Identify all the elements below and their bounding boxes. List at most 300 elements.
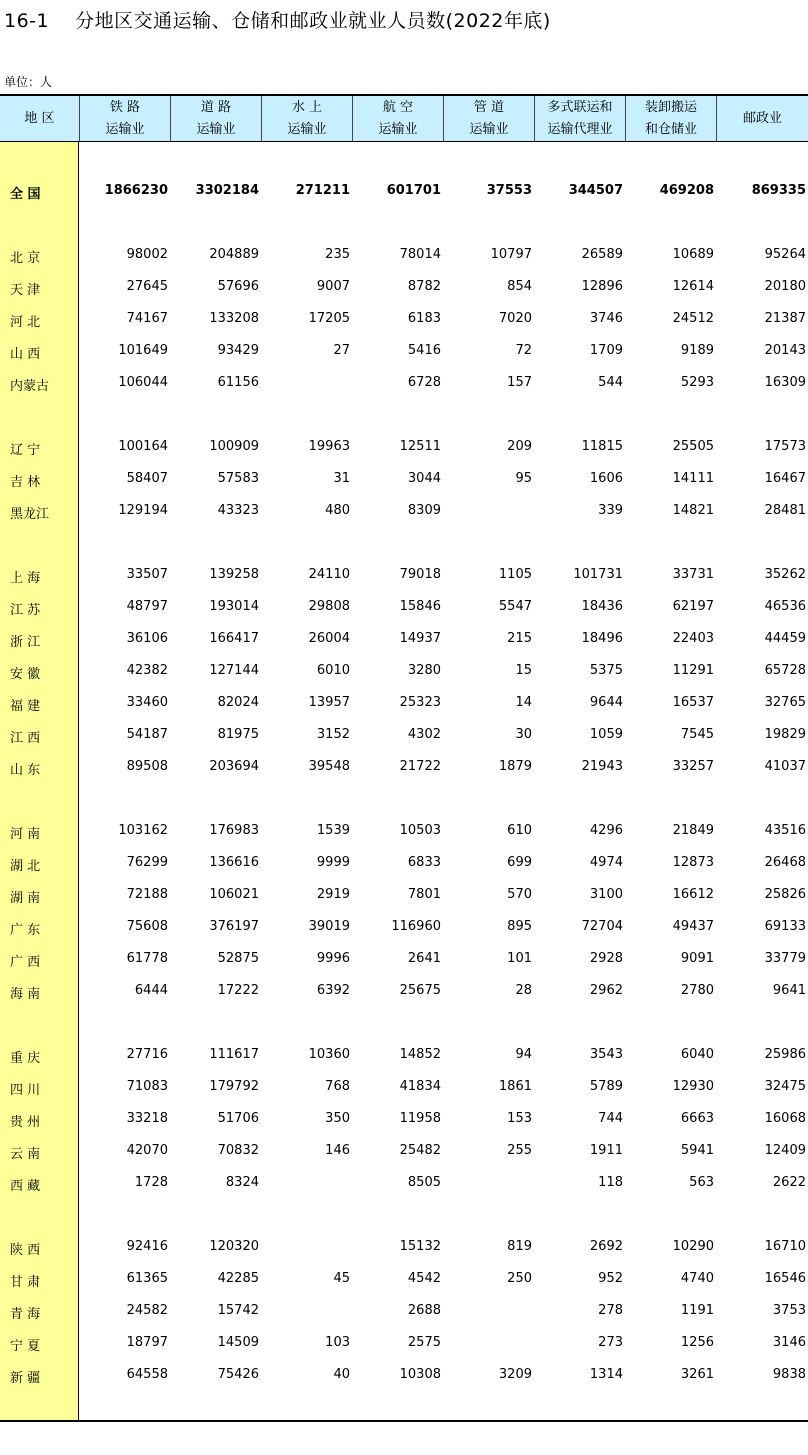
table-cell: 17573 bbox=[764, 439, 806, 454]
table-cell: 52875 bbox=[217, 951, 259, 966]
table-row bbox=[0, 852, 808, 876]
table-cell: 16546 bbox=[764, 1271, 806, 1286]
table-cell: 768 bbox=[325, 1079, 350, 1094]
table-cell: 51706 bbox=[217, 1111, 259, 1126]
table-cell: 10308 bbox=[399, 1367, 441, 1382]
header-col-1 bbox=[79, 96, 170, 141]
table-cell: 33779 bbox=[764, 951, 806, 966]
table-cell: 235 bbox=[325, 247, 350, 262]
table-cell: 153 bbox=[507, 1111, 532, 1126]
table-cell: 89508 bbox=[126, 759, 168, 774]
table-cell: 1866230 bbox=[104, 183, 168, 198]
table-cell: 79018 bbox=[399, 567, 441, 582]
table-row bbox=[0, 340, 808, 364]
table-cell: 94 bbox=[515, 1047, 532, 1062]
table-row bbox=[0, 500, 808, 524]
table-cell: 2622 bbox=[772, 1175, 806, 1190]
table-cell: 339 bbox=[598, 503, 623, 518]
table-cell: 82024 bbox=[217, 695, 259, 710]
table-cell: 9091 bbox=[680, 951, 714, 966]
table-cell: 2575 bbox=[407, 1335, 441, 1350]
table-header bbox=[0, 96, 808, 142]
table-cell: 15742 bbox=[217, 1303, 259, 1318]
table-cell: 18496 bbox=[581, 631, 623, 646]
table-cell: 8324 bbox=[225, 1175, 259, 1190]
table-cell: 2641 bbox=[407, 951, 441, 966]
table-cell: 12409 bbox=[764, 1143, 806, 1158]
table-cell: 16068 bbox=[764, 1111, 806, 1126]
table-cell: 32475 bbox=[764, 1079, 806, 1094]
region-name: 黑龙江 bbox=[10, 507, 50, 522]
table-row bbox=[0, 628, 808, 652]
table-row bbox=[0, 276, 808, 300]
table-cell: 120320 bbox=[209, 1239, 259, 1254]
table-row bbox=[0, 820, 808, 844]
table-cell: 33507 bbox=[126, 567, 168, 582]
table-cell: 37553 bbox=[486, 183, 532, 198]
table-cell: 12873 bbox=[672, 855, 714, 870]
table-row bbox=[0, 596, 808, 620]
table-cell: 65728 bbox=[764, 663, 806, 678]
table-cell: 93429 bbox=[217, 343, 259, 358]
table-row bbox=[0, 1044, 808, 1068]
table-cell: 26589 bbox=[581, 247, 623, 262]
table-cell: 36106 bbox=[126, 631, 168, 646]
table-cell: 1606 bbox=[589, 471, 623, 486]
table-row bbox=[0, 1364, 808, 1388]
table-cell: 157 bbox=[507, 375, 532, 390]
region-name: 北 京 bbox=[10, 251, 41, 266]
region-name: 浙 江 bbox=[10, 635, 41, 650]
table-cell: 869335 bbox=[751, 183, 806, 198]
header-col-2 bbox=[170, 96, 261, 141]
table-cell: 43516 bbox=[764, 823, 806, 838]
table-cell: 7801 bbox=[407, 887, 441, 902]
table-cell: 14821 bbox=[672, 503, 714, 518]
table-cell: 46536 bbox=[764, 599, 806, 614]
table-cell: 3543 bbox=[589, 1047, 623, 1062]
table-cell: 136616 bbox=[209, 855, 259, 870]
header-col-label: 航 空 bbox=[382, 99, 414, 115]
table-row bbox=[0, 564, 808, 588]
table-cell: 10503 bbox=[399, 823, 441, 838]
table-row bbox=[0, 724, 808, 748]
table-cell: 15846 bbox=[399, 599, 441, 614]
table-cell: 43323 bbox=[217, 503, 259, 518]
table-cell: 610 bbox=[507, 823, 532, 838]
table-row bbox=[0, 468, 808, 492]
table-cell: 27645 bbox=[126, 279, 168, 294]
region-name: 河 北 bbox=[10, 315, 41, 330]
table-cell: 11291 bbox=[672, 663, 714, 678]
table-cell: 819 bbox=[507, 1239, 532, 1254]
unit-label: 单位：人 bbox=[4, 75, 53, 89]
table-cell: 176983 bbox=[209, 823, 259, 838]
table-cell: 744 bbox=[598, 1111, 623, 1126]
table-cell: 33460 bbox=[126, 695, 168, 710]
table-row bbox=[0, 1076, 808, 1100]
region-name: 河 南 bbox=[10, 827, 41, 842]
header-col-label: 运输业 bbox=[105, 121, 145, 137]
table-cell: 133208 bbox=[209, 311, 259, 326]
table-cell: 1105 bbox=[498, 567, 532, 582]
region-name: 湖 南 bbox=[10, 891, 41, 906]
table-cell: 15 bbox=[515, 663, 532, 678]
table-cell: 28 bbox=[515, 983, 532, 998]
table-cell: 544 bbox=[598, 375, 623, 390]
table-cell: 16537 bbox=[672, 695, 714, 710]
region-name: 贵 州 bbox=[10, 1115, 41, 1130]
table-cell: 350 bbox=[325, 1111, 350, 1126]
region-name: 辽 宁 bbox=[10, 443, 41, 458]
table-cell: 952 bbox=[598, 1271, 623, 1286]
table-cell: 2962 bbox=[589, 983, 623, 998]
header-col-label: 水 上 bbox=[291, 99, 323, 115]
table-cell: 13957 bbox=[308, 695, 350, 710]
header-col-label: 道 路 bbox=[200, 99, 232, 115]
table-cell: 25482 bbox=[399, 1143, 441, 1158]
table-cell: 895 bbox=[507, 919, 532, 934]
table-cell: 22403 bbox=[672, 631, 714, 646]
table-cell: 9999 bbox=[316, 855, 350, 870]
table-cell: 15132 bbox=[399, 1239, 441, 1254]
table-cell: 6392 bbox=[316, 983, 350, 998]
table-title bbox=[4, 6, 551, 33]
table-cell: 14509 bbox=[217, 1335, 259, 1350]
table-cell: 116960 bbox=[391, 919, 441, 934]
table-cell: 33257 bbox=[672, 759, 714, 774]
table-cell: 16710 bbox=[764, 1239, 806, 1254]
table-cell: 203694 bbox=[209, 759, 259, 774]
table-cell: 24512 bbox=[672, 311, 714, 326]
table-cell: 1728 bbox=[134, 1175, 168, 1190]
table-cell: 699 bbox=[507, 855, 532, 870]
table-cell: 76299 bbox=[126, 855, 168, 870]
table-cell: 3100 bbox=[589, 887, 623, 902]
table-cell: 72704 bbox=[581, 919, 623, 934]
table-row bbox=[0, 1108, 808, 1132]
table-cell: 563 bbox=[689, 1175, 714, 1190]
table-cell: 10290 bbox=[672, 1239, 714, 1254]
table-cell: 5547 bbox=[498, 599, 532, 614]
table-cell: 8309 bbox=[407, 503, 441, 518]
region-name: 云 南 bbox=[10, 1147, 41, 1162]
table-cell: 33218 bbox=[126, 1111, 168, 1126]
table-cell: 26468 bbox=[764, 855, 806, 870]
table-cell: 5375 bbox=[589, 663, 623, 678]
table-cell: 29808 bbox=[308, 599, 350, 614]
table-cell: 11958 bbox=[399, 1111, 441, 1126]
table-cell: 2692 bbox=[589, 1239, 623, 1254]
table-row bbox=[0, 436, 808, 460]
table-title-text: 分地区交通运输、仓储和邮政业就业人员数(2022年底) bbox=[75, 10, 551, 32]
table-row bbox=[0, 1300, 808, 1324]
table-cell: 17222 bbox=[217, 983, 259, 998]
table-cell: 10360 bbox=[308, 1047, 350, 1062]
table-row bbox=[0, 756, 808, 780]
table-cell: 57583 bbox=[217, 471, 259, 486]
table-cell: 31 bbox=[333, 471, 350, 486]
header-col-label: 和仓储业 bbox=[644, 121, 697, 137]
table-cell: 601701 bbox=[386, 183, 441, 198]
table-cell: 16309 bbox=[764, 375, 806, 390]
table-cell: 28481 bbox=[764, 503, 806, 518]
table-cell: 118 bbox=[598, 1175, 623, 1190]
table-cell: 9644 bbox=[589, 695, 623, 710]
table-cell: 250 bbox=[507, 1271, 532, 1286]
table-cell: 7545 bbox=[680, 727, 714, 742]
table-cell: 2928 bbox=[589, 951, 623, 966]
table-cell: 75608 bbox=[126, 919, 168, 934]
table-cell: 4302 bbox=[407, 727, 441, 742]
table-cell: 69133 bbox=[764, 919, 806, 934]
table-cell: 6010 bbox=[316, 663, 350, 678]
header-col-5 bbox=[443, 96, 534, 141]
table-cell: 12896 bbox=[581, 279, 623, 294]
table-cell: 14111 bbox=[672, 471, 714, 486]
table-row bbox=[0, 372, 808, 396]
table-cell: 5416 bbox=[407, 343, 441, 358]
table-cell: 273 bbox=[598, 1335, 623, 1350]
table-cell: 33731 bbox=[672, 567, 714, 582]
header-col-3 bbox=[261, 96, 352, 141]
header-col-label: 多式联运和 bbox=[547, 99, 613, 115]
table-cell: 469208 bbox=[659, 183, 714, 198]
table-cell: 45 bbox=[333, 1271, 350, 1286]
region-name: 海 南 bbox=[10, 987, 41, 1002]
table-cell: 4542 bbox=[407, 1271, 441, 1286]
table-cell: 72 bbox=[515, 343, 532, 358]
table-cell: 92416 bbox=[126, 1239, 168, 1254]
region-name: 宁 夏 bbox=[10, 1339, 41, 1354]
table-cell: 49437 bbox=[672, 919, 714, 934]
table-cell: 24582 bbox=[126, 1303, 168, 1318]
table-cell: 10797 bbox=[490, 247, 532, 262]
table-cell: 3209 bbox=[498, 1367, 532, 1382]
table-cell: 3302184 bbox=[195, 183, 259, 198]
table-cell: 1191 bbox=[680, 1303, 714, 1318]
table-cell: 101731 bbox=[573, 567, 623, 582]
table-cell: 16467 bbox=[764, 471, 806, 486]
table-cell: 103162 bbox=[118, 823, 168, 838]
table-cell: 16612 bbox=[672, 887, 714, 902]
table-cell: 7020 bbox=[498, 311, 532, 326]
table-cell: 78014 bbox=[399, 247, 441, 262]
table-cell: 11815 bbox=[581, 439, 623, 454]
header-col-label: 邮政业 bbox=[742, 110, 782, 126]
table-row bbox=[0, 660, 808, 684]
header-col-label: 运输代理业 bbox=[547, 121, 613, 137]
table-row bbox=[0, 1268, 808, 1292]
table-cell: 179792 bbox=[209, 1079, 259, 1094]
table-cell: 101649 bbox=[118, 343, 168, 358]
header-col-label: 运输业 bbox=[196, 121, 236, 137]
table-cell: 204889 bbox=[209, 247, 259, 262]
table-cell: 5293 bbox=[680, 375, 714, 390]
table-cell: 42070 bbox=[126, 1143, 168, 1158]
region-name: 安 徽 bbox=[10, 667, 41, 682]
table-row bbox=[0, 1332, 808, 1356]
region-name: 上 海 bbox=[10, 571, 41, 586]
table-cell: 570 bbox=[507, 887, 532, 902]
table-cell: 9996 bbox=[316, 951, 350, 966]
table-row bbox=[0, 1236, 808, 1260]
header-col-label: 铁 路 bbox=[109, 99, 141, 115]
header-col-label: 装卸搬运 bbox=[644, 99, 697, 115]
table-cell: 8505 bbox=[407, 1175, 441, 1190]
table-cell: 61778 bbox=[126, 951, 168, 966]
table-cell: 100164 bbox=[118, 439, 168, 454]
table-cell: 9007 bbox=[316, 279, 350, 294]
table-cell: 1539 bbox=[316, 823, 350, 838]
table-cell: 4296 bbox=[589, 823, 623, 838]
table-cell: 35262 bbox=[764, 567, 806, 582]
table-cell: 19829 bbox=[764, 727, 806, 742]
table-cell: 21943 bbox=[581, 759, 623, 774]
table-cell: 271211 bbox=[295, 183, 350, 198]
table-cell: 6728 bbox=[407, 375, 441, 390]
table-cell: 8782 bbox=[407, 279, 441, 294]
region-name: 江 西 bbox=[10, 731, 41, 746]
region-name: 内蒙古 bbox=[10, 379, 50, 394]
table-cell: 3152 bbox=[316, 727, 350, 742]
table-cell: 21849 bbox=[672, 823, 714, 838]
table-cell: 1059 bbox=[589, 727, 623, 742]
table-cell: 3044 bbox=[407, 471, 441, 486]
table-cell: 25986 bbox=[764, 1047, 806, 1062]
table-cell: 1911 bbox=[589, 1143, 623, 1158]
table-cell: 44459 bbox=[764, 631, 806, 646]
table-cell: 6663 bbox=[680, 1111, 714, 1126]
table-cell: 32765 bbox=[764, 695, 806, 710]
table-cell: 70832 bbox=[217, 1143, 259, 1158]
table-cell: 42382 bbox=[126, 663, 168, 678]
table-cell: 14852 bbox=[399, 1047, 441, 1062]
region-name: 福 建 bbox=[10, 699, 41, 714]
table-cell: 25505 bbox=[672, 439, 714, 454]
table-cell: 61365 bbox=[126, 1271, 168, 1286]
table-cell: 139258 bbox=[209, 567, 259, 582]
table-cell: 2688 bbox=[407, 1303, 441, 1318]
table-cell: 21387 bbox=[764, 311, 806, 326]
region-name: 新 疆 bbox=[10, 1371, 41, 1386]
table-cell: 255 bbox=[507, 1143, 532, 1158]
header-col-label: 运输业 bbox=[469, 121, 509, 137]
table-row bbox=[0, 1172, 808, 1196]
header-col-label: 运输业 bbox=[378, 121, 418, 137]
table-cell: 376197 bbox=[209, 919, 259, 934]
table-cell: 95 bbox=[515, 471, 532, 486]
region-name: 江 苏 bbox=[10, 603, 41, 618]
table-cell: 127144 bbox=[209, 663, 259, 678]
table-cell: 1709 bbox=[589, 343, 623, 358]
table-cell: 39548 bbox=[308, 759, 350, 774]
table-row bbox=[0, 884, 808, 908]
table-row bbox=[0, 244, 808, 268]
table-cell: 25323 bbox=[399, 695, 441, 710]
table-cell: 6183 bbox=[407, 311, 441, 326]
region-name: 山 东 bbox=[10, 763, 41, 778]
table-cell: 71083 bbox=[126, 1079, 168, 1094]
region-name: 青 海 bbox=[10, 1307, 41, 1322]
table-cell: 42285 bbox=[217, 1271, 259, 1286]
table-cell: 54187 bbox=[126, 727, 168, 742]
table-cell: 5789 bbox=[589, 1079, 623, 1094]
table-cell: 129194 bbox=[118, 503, 168, 518]
table-cell: 75426 bbox=[217, 1367, 259, 1382]
table-cell: 2780 bbox=[680, 983, 714, 998]
table-cell: 20143 bbox=[764, 343, 806, 358]
table-cell: 30 bbox=[515, 727, 532, 742]
total-row bbox=[0, 180, 808, 204]
table-cell: 106044 bbox=[118, 375, 168, 390]
table-cell: 61156 bbox=[217, 375, 259, 390]
table-cell: 12511 bbox=[399, 439, 441, 454]
table-cell: 103 bbox=[325, 1335, 350, 1350]
table-row bbox=[0, 916, 808, 940]
region-name: 广 西 bbox=[10, 955, 41, 970]
table-cell: 3146 bbox=[772, 1335, 806, 1350]
table-cell: 27 bbox=[333, 343, 350, 358]
table-row bbox=[0, 308, 808, 332]
table-bottom-border bbox=[0, 1420, 808, 1422]
table-cell: 480 bbox=[325, 503, 350, 518]
table-cell: 3261 bbox=[680, 1367, 714, 1382]
table-cell: 27716 bbox=[126, 1047, 168, 1062]
table-cell: 21722 bbox=[399, 759, 441, 774]
table-cell: 344507 bbox=[568, 183, 623, 198]
table-cell: 98002 bbox=[126, 247, 168, 262]
table-cell: 111617 bbox=[209, 1047, 259, 1062]
header-col-7 bbox=[625, 96, 716, 141]
region-name: 重 庆 bbox=[10, 1051, 41, 1066]
header-col-6 bbox=[534, 96, 625, 141]
table-cell: 4740 bbox=[680, 1271, 714, 1286]
table-cell: 9189 bbox=[680, 343, 714, 358]
region-name: 天 津 bbox=[10, 283, 41, 298]
table-cell: 39019 bbox=[308, 919, 350, 934]
table-cell: 74167 bbox=[126, 311, 168, 326]
table-cell: 41834 bbox=[399, 1079, 441, 1094]
table-cell: 100909 bbox=[209, 439, 259, 454]
table-cell: 209 bbox=[507, 439, 532, 454]
table-cell: 6040 bbox=[680, 1047, 714, 1062]
table-cell: 81975 bbox=[217, 727, 259, 742]
region-name: 四 川 bbox=[10, 1083, 41, 1098]
table-cell: 25826 bbox=[764, 887, 806, 902]
table-cell: 58407 bbox=[126, 471, 168, 486]
table-cell: 106021 bbox=[209, 887, 259, 902]
region-name: 陕 西 bbox=[10, 1243, 41, 1258]
table-cell: 64558 bbox=[126, 1367, 168, 1382]
region-name: 湖 北 bbox=[10, 859, 41, 874]
table-row bbox=[0, 948, 808, 972]
table-cell: 18797 bbox=[126, 1335, 168, 1350]
table-cell: 48797 bbox=[126, 599, 168, 614]
table-cell: 6444 bbox=[134, 983, 168, 998]
table-cell: 1879 bbox=[498, 759, 532, 774]
table-cell: 25675 bbox=[399, 983, 441, 998]
table-cell: 854 bbox=[507, 279, 532, 294]
header-col-4 bbox=[352, 96, 443, 141]
table-number: 16-1 bbox=[4, 10, 50, 32]
table-cell: 5941 bbox=[680, 1143, 714, 1158]
table-cell: 24110 bbox=[308, 567, 350, 582]
table-cell: 101 bbox=[507, 951, 532, 966]
table-cell: 1314 bbox=[589, 1367, 623, 1382]
table-row bbox=[0, 980, 808, 1004]
table-cell: 3753 bbox=[772, 1303, 806, 1318]
